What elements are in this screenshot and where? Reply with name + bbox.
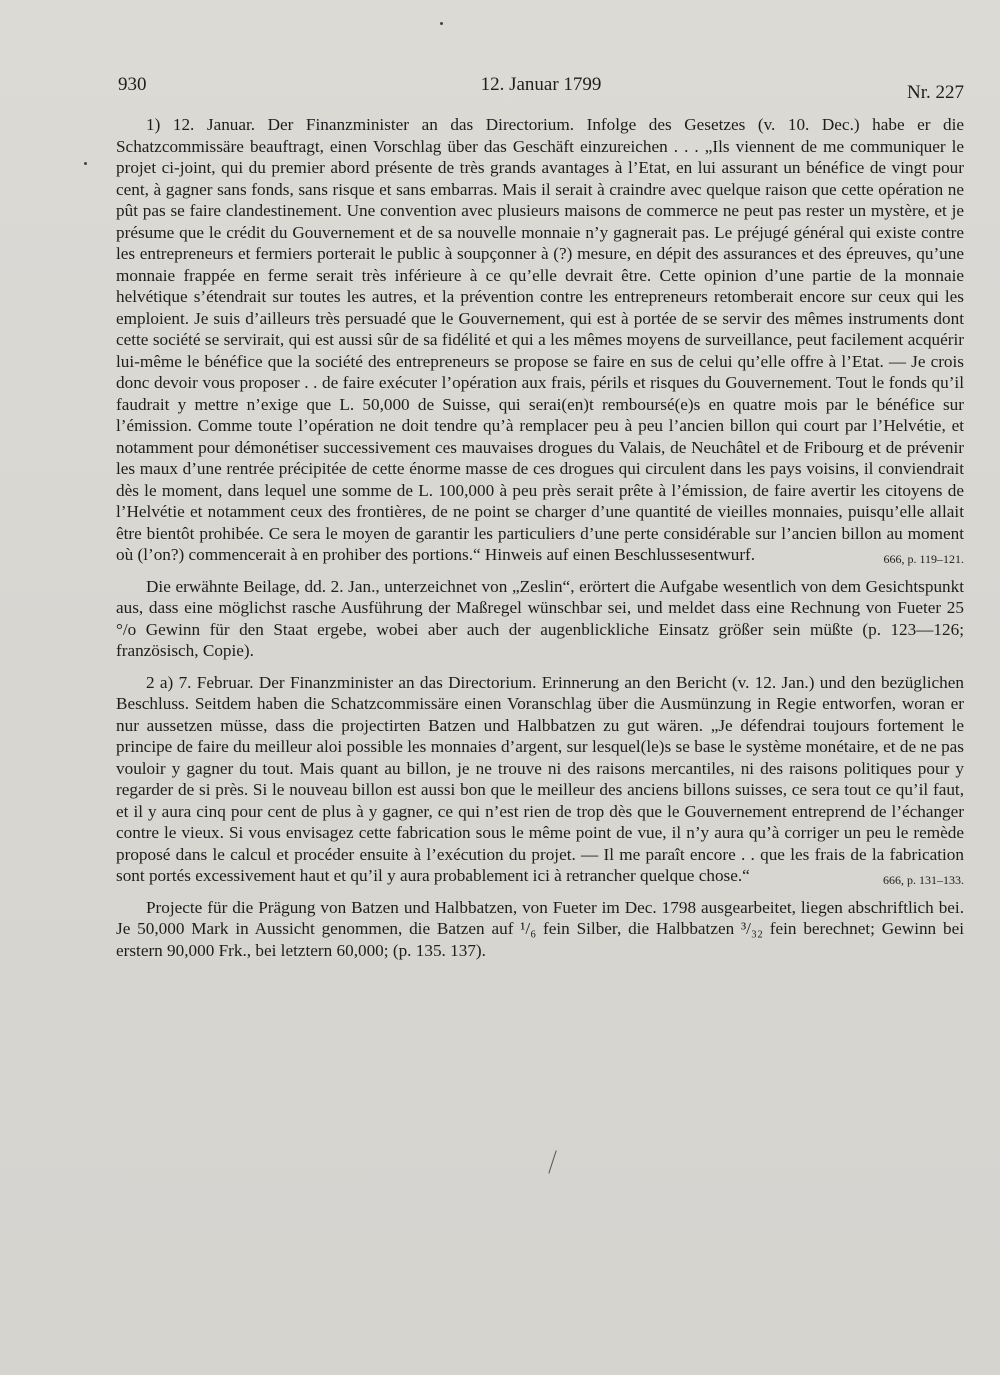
document-number: Nr. 227 (907, 82, 964, 103)
page-number: 930 (118, 74, 147, 95)
paper-speck (84, 162, 87, 165)
paragraph-finance-minister-january: 1) 12. Januar. Der Finanzminister an das Directorium. Infolge des Gesetzes (v. 10. Dec.) habe er die Schatzcommissäre beauftragt, einen Vorschlag über das Geschäft einzureichen . . . „Ils viennent de me communiquer le projet ci-joint, qui du premier abord présente de très grands avantages à l’Etat, en lui assurant un bénéfice de vingt pour cent, à gagner sans fonds, sans risque et sans embarras. Mais il serait à craindre avec quelque raison que cette opération ne pût pas se faire clandestinement. Une convention avec plusieurs maisons de commerce ne peut pas rester un mystère, et je présume que le crédit du Gouvernement et de sa nouvelle monnaie n’y gagnerait pas. Le préjugé général qui existe contre les entrepreneurs et fermiers porterait le public à soupçonner à (?) mesure, en dépit des assurances et des épreuves, qu’une monnaie frappée en ferme serait très inférieure à ce qu’elle devrait être. Cette opinion d’une partie de la monnaie helvétique s’étendrait sur toutes les autres, et la prévention contre les entrepreneurs retomberait encore sur ceux qui les emploient. Je suis d’ailleurs très persuadé que le Gouvernement, qui est à portée de se servir des mêmes instruments dont cette société se servirait, qui est aussi sûr de sa fidélité et qui a les mêmes moyens de surveillance, peut facilement acquérir lui-même le bénéfice que la société des entrepreneurs se propose se faire en sus de celui qu’elle offre à l’Etat. — Je crois donc devoir vous proposer . . de faire exécuter l’opération aux frais, périls et risques du Gouvernement. Tout le fonds qu’il faudrait y mettre n’exige que L. 50,000 de Suisse, qui serai(en)t remboursé(e)s en quatre mois par le bénéfice sur l’émission. Comme toute l’opération ne doit tendre qu’à remplacer peu à peu l’ancien billon qui court par l’Helvétie, et notamment pour démonétiser successivement ces mauvaises drogues du Valais, de Neuchâtel et de Fribourg et de prévenir les maux d’une rentrée précipitée de cette énorme masse de ces drogues qui circulent dans les pays voisins, il conviendrait dès le moment, dans lequel une somme de L. 100,000 à peu près serait prête à l’émission, de faire avertir les citoyens de l’Helvétie et notamment ceux des frontières, de ne point se charger d’une quantité de vieilles monnaies, puisqu’elle allait être bientôt prohibée. Ce sera le moyen de garantir les particuliers d’une perte considérable sur l’ancien billon au moment où (l’on?) commencerait à en prohiber des portions.“ Hinweis auf einen Beschlussesentwurf. (116, 115, 964, 564)
paragraph-finance-minister-february: 2 a) 7. Februar. Der Finanzminister an das Directorium. Erinnerung an den Bericht (v. 12. Jan.) und den bezüglichen Beschluss. Seitdem haben die Schatzcommissäre einen Voranschlag über die Ausmünzung in Regie entworfen, woran er nur aussetzen müsse, dass die projectirten Batzen und Halbbatzen zu gut wären. „Je défendrai toujours fortement le principe de faire du meilleur aloi possible les monnaies d’argent, sur lesquel(le)s se base le système monétaire, et de ne pas vouloir y gagner du tout. Mais quant au billon, je ne trouve ni des raisons mercantiles, ni des raisons politiques pour y regarder de si près. Si le nouveau billon est aussi bon que le meilleur des anciens billons suisses, ce sera tout ce qu’il faut, et il y aura cinq pour cent de plus à y gagner, ce qui n’est rien de trop dès que le Gouvernement entreprend de l’échanger contre le vieux. Si vous envisagez cette fabrication sous le même point de vue, il n’y aura qu’à corriger un peu le remède proposé dans le calcul et procéder ensuite à l’exécution du projet. — Il me paraît encore . . que les frais de la fabrication sont portés excessivement haut et qu’il y aura probablement ici à retrancher quelque chose.“ (116, 672, 964, 885)
paragraph-fueter-projects: Projecte für die Prägung von Batzen und Halbbatzen, von Fueter im Dec. 1798 ausgearbeitet, liegen abschriftlich bei. Je 50,000 Mark in Aussicht genommen, die Batzen auf ¹/₆ fein Silber, die Halbbatzen ³/₃₂ fein berechnet; Gewinn bei erstern 90,000 Frk., bei letztern 60,000; (p. 135. 137). (116, 897, 964, 960)
archive-reference: 666, p. 131–133. (883, 872, 964, 887)
paragraph-attachment-zeslin: Die erwähnte Beilage, dd. 2. Jan., unterzeichnet von „Zeslin“, erörtert die Aufgabe wesentlich von dem Gesichtspunkt aus, dass eine möglichst rasche Ausführung der Maßregel wünschbar sei, und meldet dass eine Rechnung von Fueter 25 °/o Gewinn für den Staat ergebe, wobei aber auch der augenblickliche Einsatz größer sein müßte (p. 123—126; französisch, Copie). (116, 576, 964, 660)
header-date: 12. Januar 1799 (480, 74, 602, 95)
document-body (116, 114, 964, 961)
running-header (118, 74, 964, 104)
archive-reference: 666, p. 119–121. (883, 551, 964, 566)
paper-speck (440, 22, 443, 25)
pencil-mark (548, 1150, 556, 1173)
